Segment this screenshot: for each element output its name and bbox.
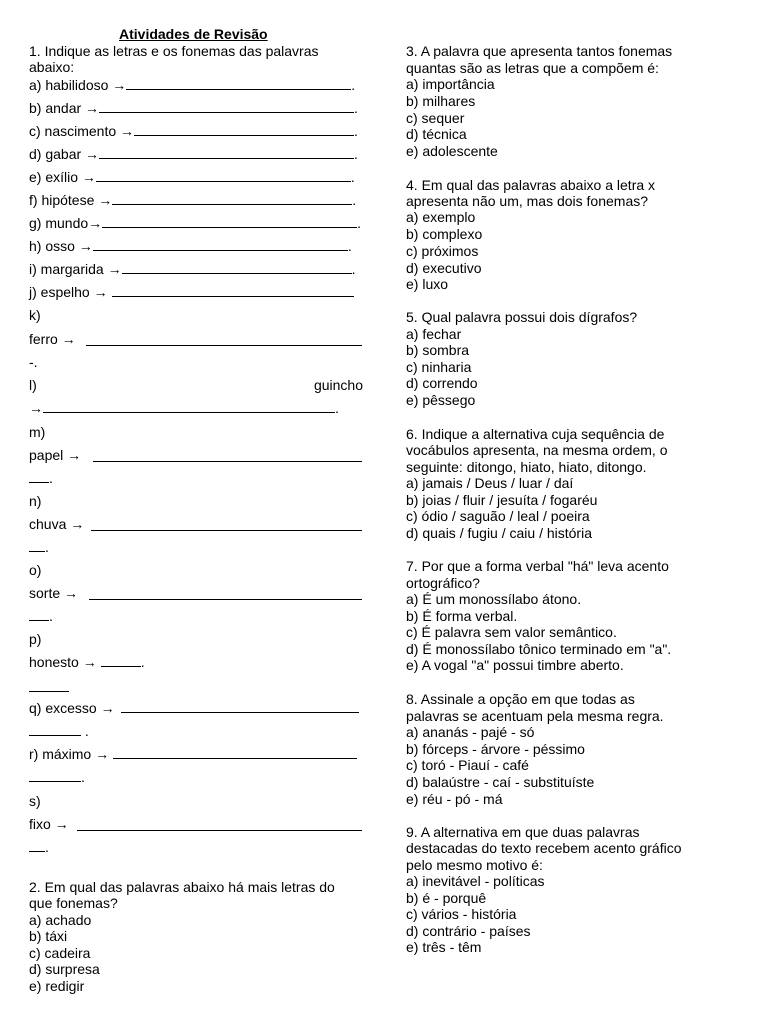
q4-option-b[interactable]: b) complexo xyxy=(406,226,483,242)
q8-line-1: 8. Assinale a opção em que todas as xyxy=(406,691,635,707)
q2-line-2: que fonemas? xyxy=(29,895,118,911)
q4-option-a[interactable]: a) exemplo xyxy=(406,209,476,225)
q5-option-e[interactable]: e) pêssego xyxy=(406,392,476,408)
q8-option-a[interactable]: a) ananás - pajé - só xyxy=(406,724,535,740)
q1-item-k-word: ferro → xyxy=(29,331,76,347)
q1-item-r xyxy=(29,746,357,763)
q1-item-j-label: j) espelho → xyxy=(29,284,108,300)
q1-item-m-word: papel → xyxy=(29,447,82,463)
q6-option-c[interactable]: c) ódio / saguão / leal / poeira xyxy=(406,508,590,524)
q1-item-b-label: b) andar → xyxy=(29,100,100,116)
q4-option-d[interactable]: d) executivo xyxy=(406,260,482,276)
q4-line-1: 4. Em qual das palavras abaixo a letra x xyxy=(406,177,656,193)
q2-option-c[interactable]: c) cadeira xyxy=(29,945,91,961)
q3-option-c[interactable]: c) sequer xyxy=(406,110,465,126)
q3-option-d[interactable]: d) técnica xyxy=(406,126,467,142)
answer-blank-g[interactable] xyxy=(102,215,357,228)
q9-option-c[interactable]: c) vários - história xyxy=(406,906,517,922)
answer-blank-m-cont[interactable] xyxy=(29,470,49,483)
q3-option-e[interactable]: e) adolescente xyxy=(406,143,498,159)
q1-item-p-word: honesto → xyxy=(29,654,97,670)
arrow: → xyxy=(29,400,43,416)
q5-option-d[interactable]: d) correndo xyxy=(406,375,478,391)
answer-blank-h[interactable] xyxy=(93,238,348,251)
q1-item-f xyxy=(29,192,356,209)
q9-line-3: pelo mesmo motivo é: xyxy=(406,857,543,873)
q2-option-d[interactable]: d) surpresa xyxy=(29,961,100,977)
q1-item-a xyxy=(29,77,355,94)
q1-item-n-letter: n) xyxy=(29,493,42,509)
answer-blank-p-cont[interactable] xyxy=(29,690,69,692)
period: . xyxy=(335,400,339,416)
q6-option-b[interactable]: b) joias / fluir / jesuíta / fogaréu xyxy=(406,492,598,508)
q2-option-b[interactable]: b) táxi xyxy=(29,928,68,944)
q6-line-2: vocábulos apresenta, na mesma ordem, o xyxy=(406,442,668,458)
q9-line-2: destacadas do texto recebem acento gráfico xyxy=(406,840,682,856)
q9-option-b[interactable]: b) é - porquê xyxy=(406,890,487,906)
period: . xyxy=(45,839,49,855)
answer-blank-r-cont[interactable] xyxy=(29,769,81,782)
answer-blank-q-cont[interactable] xyxy=(29,723,81,736)
q1-item-i-label: i) margarida → xyxy=(29,261,122,277)
q8-option-d[interactable]: d) balaústre - caí - substituíste xyxy=(406,774,595,790)
q7-line-1: 7. Por que a forma verbal "há" leva acento xyxy=(406,558,669,574)
q2-option-a[interactable]: a) achado xyxy=(29,912,92,928)
q8-option-e[interactable]: e) réu - pó - má xyxy=(406,791,503,807)
q7-option-e[interactable]: e) A vogal "a" possui timbre aberto. xyxy=(406,657,624,673)
answer-blank-n-cont[interactable] xyxy=(29,539,45,552)
q5-line-1: 5. Qual palavra possui dois dígrafos? xyxy=(406,309,638,325)
q7-option-c[interactable]: c) É palavra sem valor semântico. xyxy=(406,624,617,640)
answer-blank-b[interactable] xyxy=(99,100,354,113)
q5-option-c[interactable]: c) ninharia xyxy=(406,359,472,375)
q2-line-1: 2. Em qual das palavras abaixo há mais letras do xyxy=(29,879,335,895)
q1-intro-line-2: abaixo: xyxy=(29,59,75,75)
period: . xyxy=(352,192,357,208)
q3-line-2: quantas são as letras que a compõem é: xyxy=(406,60,659,76)
q1-item-e xyxy=(29,169,355,186)
q1-item-a-label: a) habilidoso → xyxy=(29,77,127,93)
q3-line-1: 3. A palavra que apresenta tantos fonemas xyxy=(406,43,673,59)
q1-item-q-label: q) excesso → xyxy=(29,700,115,716)
period: . xyxy=(140,654,145,670)
q6-option-d[interactable]: d) quais / fugiu / caiu / história xyxy=(406,525,592,541)
q3-option-a[interactable]: a) importância xyxy=(406,76,495,92)
q1-item-m-end xyxy=(29,470,53,487)
page-title: Atividades de Revisão xyxy=(119,26,268,42)
answer-blank-e[interactable] xyxy=(96,169,351,182)
p-gap xyxy=(141,654,211,671)
q9-line-1: 9. A alternativa em que duas palavras xyxy=(406,824,640,840)
q7-option-a[interactable]: a) É um monossílabo átono. xyxy=(406,591,582,607)
q1-item-q-end xyxy=(29,723,89,740)
answer-blank-k[interactable] xyxy=(86,344,362,346)
answer-blank-j[interactable] xyxy=(112,284,354,297)
q1-item-p-letter: p) xyxy=(29,631,42,647)
answer-blank-m[interactable] xyxy=(93,460,362,462)
answer-blank-c[interactable] xyxy=(134,123,354,136)
period: . xyxy=(354,100,358,116)
answer-blank-n[interactable] xyxy=(91,529,362,531)
q1-item-f-label: f) hipótese → xyxy=(29,192,113,208)
period: . xyxy=(84,723,89,739)
q1-item-d-label: d) gabar → xyxy=(29,146,100,162)
q1-item-b xyxy=(29,100,358,117)
period: . xyxy=(49,608,53,624)
q4-option-c[interactable]: c) próximos xyxy=(406,243,479,259)
q1-item-l-letter: l) xyxy=(29,377,37,393)
q9-option-d[interactable]: d) contrário - países xyxy=(406,923,531,939)
q1-item-k-letter: k) xyxy=(29,307,41,323)
q1-item-k-end: -. xyxy=(29,354,38,370)
q7-line-2: ortográfico? xyxy=(406,575,480,591)
q7-option-d[interactable]: d) É monossílabo tônico terminado em "a". xyxy=(406,641,672,657)
period: . xyxy=(350,169,355,185)
q1-item-i xyxy=(29,261,355,278)
q1-intro-line-1: 1. Indique as letras e os fonemas das palavras xyxy=(29,43,319,59)
q1-item-o-word: sorte → xyxy=(29,585,79,601)
period: . xyxy=(81,769,85,785)
q1-item-q xyxy=(29,700,359,717)
q1-item-g xyxy=(29,215,361,232)
period: . xyxy=(351,261,356,277)
q1-item-s-end xyxy=(29,839,49,856)
q6-option-a[interactable]: a) jamais / Deus / luar / daí xyxy=(406,475,574,491)
q3-option-b[interactable]: b) milhares xyxy=(406,93,476,109)
answer-blank-o-cont[interactable] xyxy=(29,608,49,621)
period: . xyxy=(347,238,352,254)
answer-blank-r[interactable] xyxy=(113,746,357,759)
answer-blank-a[interactable] xyxy=(126,77,351,90)
q4-line-2: apresenta não um, mas dois fonemas? xyxy=(406,193,649,209)
q1-item-s-word: fixo → xyxy=(29,816,69,832)
period: . xyxy=(351,77,356,93)
q1-item-p-line xyxy=(29,654,211,671)
q1-item-h-label: h) osso → xyxy=(29,238,93,254)
q9-option-e[interactable]: e) três - têm xyxy=(406,939,482,955)
q8-option-c[interactable]: c) toró - Piauí - café xyxy=(406,757,529,773)
q1-item-n-end xyxy=(29,539,49,556)
answer-blank-l[interactable] xyxy=(43,400,335,413)
q1-item-o-letter: o) xyxy=(29,562,42,578)
answer-blank-f[interactable] xyxy=(112,192,352,205)
period: . xyxy=(357,215,362,231)
q1-item-g-label: g) mundo→ xyxy=(29,215,103,231)
answer-blank-q[interactable] xyxy=(121,700,359,713)
answer-blank-i[interactable] xyxy=(122,261,352,274)
q2-option-e[interactable]: e) redigir xyxy=(29,978,85,994)
q1-item-o-end xyxy=(29,608,53,625)
q1-item-d xyxy=(29,146,358,163)
q5-option-b[interactable]: b) sombra xyxy=(406,342,470,358)
q4-option-e[interactable]: e) luxo xyxy=(406,276,449,292)
period: . xyxy=(354,146,358,162)
q1-item-n-word: chuva → xyxy=(29,516,85,532)
answer-blank-d[interactable] xyxy=(99,146,354,159)
q9-option-a[interactable]: a) inevitável - políticas xyxy=(406,873,545,889)
answer-blank-o[interactable] xyxy=(89,598,362,600)
q5-option-a[interactable]: a) fechar xyxy=(406,326,462,342)
q1-item-l-line xyxy=(29,400,339,417)
period: . xyxy=(354,123,358,139)
q1-item-r-end xyxy=(29,769,85,786)
q1-item-r-label: r) máximo → xyxy=(29,746,110,762)
answer-blank-s-cont[interactable] xyxy=(29,839,45,852)
q1-item-m-letter: m) xyxy=(29,424,46,440)
answer-blank-s[interactable] xyxy=(77,829,362,831)
q1-item-e-label: e) exílio → xyxy=(29,169,96,185)
q1-item-s-letter: s) xyxy=(29,793,41,809)
q1-item-j xyxy=(29,284,354,301)
q6-line-3: seguinte: ditongo, hiato, hiato, ditongo. xyxy=(406,459,647,475)
period: . xyxy=(49,470,53,486)
q1-item-c-label: c) nascimento → xyxy=(29,123,135,139)
answer-blank-p[interactable] xyxy=(101,654,141,667)
q6-line-1: 6. Indique a alternativa cuja sequência de xyxy=(406,426,665,442)
q1-item-h xyxy=(29,238,352,255)
q8-option-b[interactable]: b) fórceps - árvore - péssimo xyxy=(406,741,585,757)
q8-line-2: palavras se acentuam pela mesma regra. xyxy=(406,708,664,724)
q7-option-b[interactable]: b) É forma verbal. xyxy=(406,608,518,624)
q1-item-l-word: guincho xyxy=(313,377,363,393)
q1-item-c xyxy=(29,123,358,140)
period: . xyxy=(45,539,49,555)
